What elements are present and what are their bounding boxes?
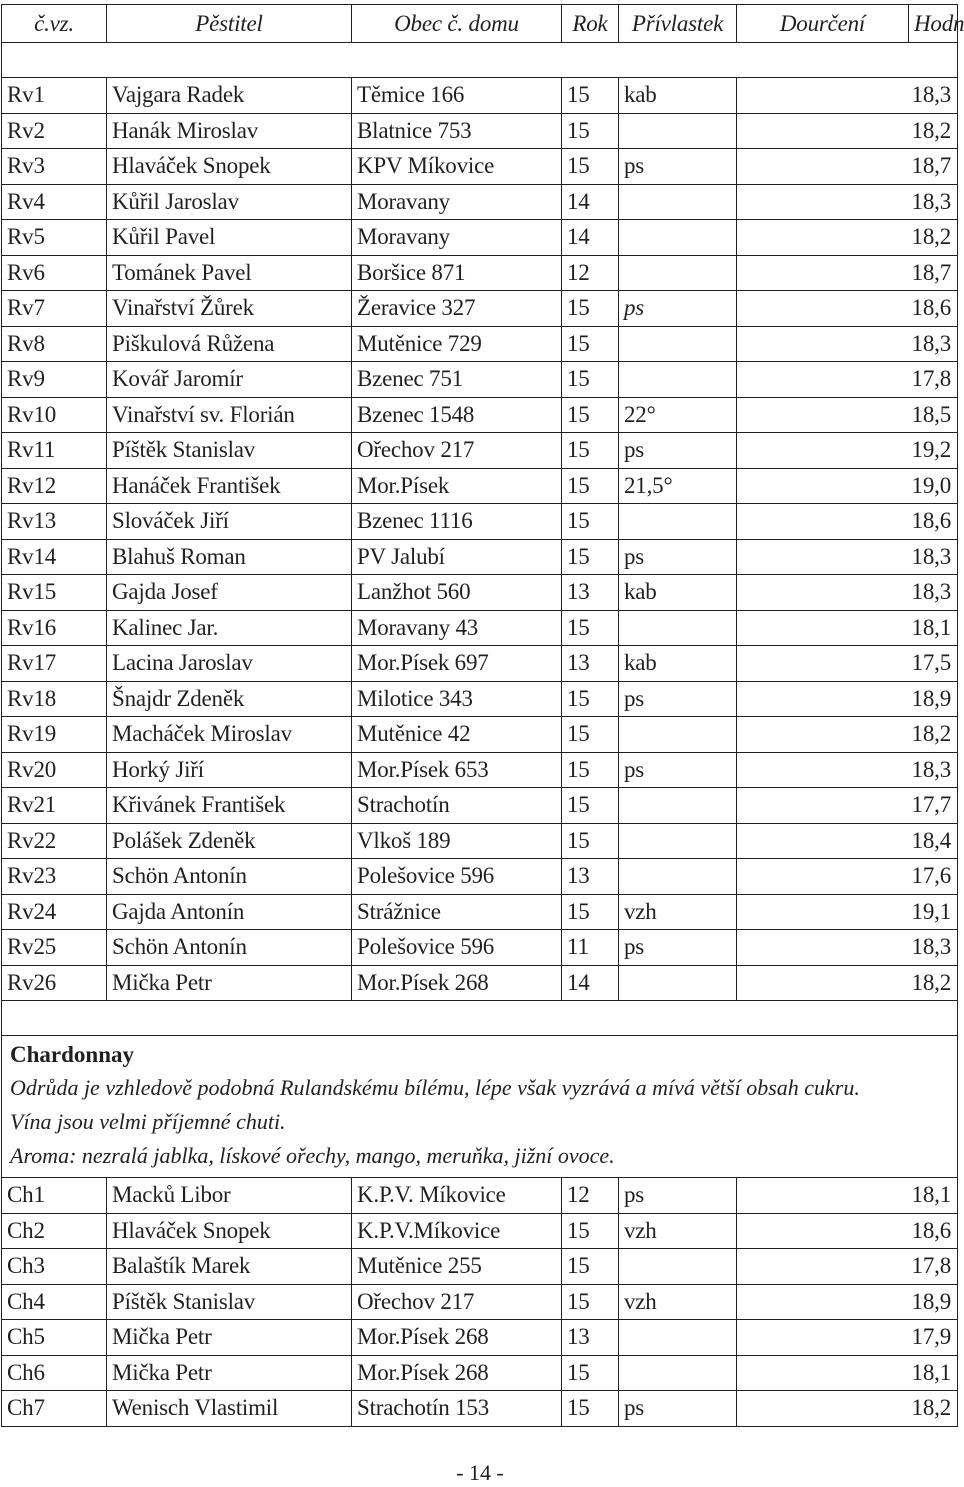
attribute [619,788,737,823]
grower-name: Kůřil Jaroslav [107,185,352,220]
score: 18,3 [737,327,958,362]
attribute [619,504,737,539]
town: Mutěnice 255 [352,1249,562,1284]
grower-name: Gajda Josef [107,575,352,610]
sample-code: Rv14 [2,540,107,575]
year: 15 [562,1391,619,1426]
grower-name: Kovář Jaromír [107,362,352,397]
sample-code: Rv11 [2,433,107,468]
table-header-row [2,5,964,43]
attribute [619,220,737,255]
score: 18,3 [737,930,958,965]
score: 18,9 [737,682,958,717]
grower-name: Mička Petr [107,1320,352,1355]
table-row [2,362,958,398]
sample-code: Rv7 [2,291,107,326]
score: 18,1 [737,611,958,646]
page-number: - 14 - [456,1460,504,1485]
score: 18,5 [737,398,958,433]
year: 13 [562,1320,619,1355]
score: 17,7 [737,788,958,823]
variety-description [2,1036,958,1178]
attribute: ps [619,1178,737,1213]
town: Strážnice [352,895,562,930]
town: Lanžhot 560 [352,575,562,610]
attribute: vzh [619,1214,737,1249]
grower-name: Horký Jiří [107,753,352,788]
attribute: ps [619,149,737,184]
town: Moravany [352,220,562,255]
year: 15 [562,788,619,823]
score: 18,4 [737,824,958,859]
year: 15 [562,469,619,504]
score: 19,1 [737,895,958,930]
table-row [2,1320,958,1356]
score: 18,3 [737,540,958,575]
grower-name: Schön Antonín [107,930,352,965]
grower-name: Mička Petr [107,966,352,1001]
attribute [619,327,737,362]
year: 14 [562,185,619,220]
year: 15 [562,1214,619,1249]
attribute: kab [619,78,737,113]
results-table [1,4,964,1427]
attribute [619,1320,737,1355]
grower-name: Hlaváček Snopek [107,1214,352,1249]
table-row [2,504,958,540]
year: 15 [562,824,619,859]
year: 15 [562,362,619,397]
grower-name: Šnajdr Zdeněk [107,682,352,717]
attribute: vzh [619,1285,737,1320]
grower-name: Polášek Zdeněk [107,824,352,859]
attribute [619,717,737,752]
score: 18,2 [737,114,958,149]
attribute: kab [619,575,737,610]
town: Mutěnice 729 [352,327,562,362]
table-row [2,540,958,576]
town: Strachotín 153 [352,1391,562,1426]
grower-name: Blahuš Roman [107,540,352,575]
grower-name: Vinařství Žůrek [107,291,352,326]
sample-code: Rv13 [2,504,107,539]
sample-code: Rv23 [2,859,107,894]
year: 15 [562,753,619,788]
table-row [2,682,958,718]
town: Mor.Písek 697 [352,646,562,681]
grower-name: Hanák Miroslav [107,114,352,149]
table-row [2,966,958,1002]
attribute: kab [619,646,737,681]
table-row [2,149,958,185]
sample-code: Rv20 [2,753,107,788]
year: 15 [562,114,619,149]
grower-name: Mička Petr [107,1356,352,1391]
score: 18,2 [737,966,958,1001]
year: 15 [562,149,619,184]
sample-code: Ch6 [2,1356,107,1391]
table-row [2,859,958,895]
score: 17,5 [737,646,958,681]
grower-name: Vajgara Radek [107,78,352,113]
table-row [2,1249,958,1285]
table-row [2,646,958,682]
town: K.P.V.Míkovice [352,1214,562,1249]
town: PV Jalubí [352,540,562,575]
year: 15 [562,327,619,362]
rulandske-rows [2,78,958,1001]
table-row [2,611,958,647]
table-row [2,327,958,363]
attribute: 21,5° [619,469,737,504]
sample-code: Rv3 [2,149,107,184]
sample-code: Rv21 [2,788,107,823]
sample-code: Rv6 [2,256,107,291]
grower-name: Vinařství sv. Florián [107,398,352,433]
sample-code: Ch3 [2,1249,107,1284]
town: Mor.Písek 268 [352,966,562,1001]
town: Ořechov 217 [352,1285,562,1320]
table-row [2,469,958,505]
year: 11 [562,930,619,965]
town: Mutěnice 42 [352,717,562,752]
header-attribute: Přívlastek [619,5,737,42]
sample-code: Rv5 [2,220,107,255]
sample-code: Ch7 [2,1391,107,1426]
year: 15 [562,682,619,717]
table-row [2,78,958,114]
sample-code: Rv19 [2,717,107,752]
grower-name: Piškulová Růžena [107,327,352,362]
attribute: ps [619,540,737,575]
score: 18,6 [737,291,958,326]
description-line: Aroma: nezralá jablka, lískové ořechy, mango, meruňka, jižní ovoce. [10,1143,615,1168]
grower-name: Gajda Antonín [107,895,352,930]
table-row [2,930,958,966]
grower-name: Kůřil Pavel [107,220,352,255]
table-row [2,1285,958,1321]
year: 13 [562,575,619,610]
sample-code: Rv8 [2,327,107,362]
year: 15 [562,1249,619,1284]
attribute: ps [619,930,737,965]
grower-name: Křivánek František [107,788,352,823]
table-row [2,114,958,150]
table-row [2,1391,958,1427]
score: 17,8 [737,1249,958,1284]
sample-code: Rv17 [2,646,107,681]
grower-name: Slováček Jiří [107,504,352,539]
score: 17,6 [737,859,958,894]
year: 12 [562,1178,619,1213]
town: Moravany [352,185,562,220]
year: 15 [562,1356,619,1391]
description-line: Vína jsou velmi příjemné chuti. [10,1109,286,1134]
score: 18,3 [737,575,958,610]
score: 18,3 [737,78,958,113]
grower-name: Kalinec Jar. [107,611,352,646]
score: 18,7 [737,256,958,291]
attribute: ps [619,1391,737,1426]
sample-code: Rv15 [2,575,107,610]
attribute: ps [619,682,737,717]
town: Blatnice 753 [352,114,562,149]
score: 17,8 [737,362,958,397]
spacer-row [2,1001,958,1036]
attribute: 22° [619,398,737,433]
chardonnay-rows [2,1178,958,1427]
table-row [2,717,958,753]
header-grower: Pěstitel [107,5,352,42]
town: Strachotín [352,788,562,823]
year: 13 [562,646,619,681]
year: 15 [562,433,619,468]
year: 15 [562,398,619,433]
attribute [619,859,737,894]
header-score: Hodn [909,5,958,42]
attribute [619,362,737,397]
year: 12 [562,256,619,291]
sample-code: Rv24 [2,895,107,930]
sample-code: Rv1 [2,78,107,113]
table-row [2,824,958,860]
town: Milotice 343 [352,682,562,717]
score: 18,3 [737,753,958,788]
sample-code: Rv26 [2,966,107,1001]
town: Ořechov 217 [352,433,562,468]
town: Mor.Písek 653 [352,753,562,788]
town: Těmice 166 [352,78,562,113]
sample-code: Rv22 [2,824,107,859]
sample-code: Ch2 [2,1214,107,1249]
table-row [2,433,958,469]
grower-name: Macháček Miroslav [107,717,352,752]
table-row [2,1178,958,1214]
sample-code: Rv4 [2,185,107,220]
sample-code: Rv12 [2,469,107,504]
sample-code: Rv2 [2,114,107,149]
table-row [2,185,958,221]
score: 19,0 [737,469,958,504]
attribute [619,1249,737,1284]
attribute: vzh [619,895,737,930]
attribute: ps [619,291,737,326]
description-line: Odrůda je vzhledově podobná Rulandskému bílému, lépe však vyzrává a mívá větší obsah cukru. [10,1075,860,1100]
year: 15 [562,291,619,326]
grower-name: Lacina Jaroslav [107,646,352,681]
attribute [619,966,737,1001]
grower-name: Balaštík Marek [107,1249,352,1284]
grower-name: Hanáček František [107,469,352,504]
table-row [2,220,958,256]
town: Mor.Písek 268 [352,1320,562,1355]
grower-name: Píštěk Stanislav [107,433,352,468]
grower-name: Píštěk Stanislav [107,1285,352,1320]
score: 18,2 [737,717,958,752]
sample-code: Ch4 [2,1285,107,1320]
table-row [2,575,958,611]
table-row [2,398,958,434]
table-row [2,1214,958,1250]
year: 15 [562,895,619,930]
score: 17,9 [737,1320,958,1355]
table-row [2,1356,958,1392]
attribute [619,185,737,220]
sample-code: Ch5 [2,1320,107,1355]
year: 15 [562,540,619,575]
year: 14 [562,220,619,255]
score: 18,9 [737,1285,958,1320]
attribute [619,611,737,646]
year: 15 [562,78,619,113]
attribute [619,824,737,859]
year: 15 [562,611,619,646]
attribute: ps [619,753,737,788]
header-town: Obec č. domu [352,5,562,42]
grower-name: Tománek Pavel [107,256,352,291]
grower-name: Macků Libor [107,1178,352,1213]
header-year: Rok [562,5,619,42]
table-row [2,788,958,824]
year: 13 [562,859,619,894]
sample-code: Rv18 [2,682,107,717]
sample-code: Ch1 [2,1178,107,1213]
town: KPV Míkovice [352,149,562,184]
town: Moravany 43 [352,611,562,646]
attribute: ps [619,433,737,468]
header-extra: Dourčení [737,5,909,42]
score: 19,2 [737,433,958,468]
town: Mor.Písek 268 [352,1356,562,1391]
year: 15 [562,504,619,539]
table-row [2,291,958,327]
spacer-row [2,43,958,78]
town: Žeravice 327 [352,291,562,326]
header-code: č.vz. [2,5,107,42]
year: 15 [562,717,619,752]
attribute [619,256,737,291]
sample-code: Rv16 [2,611,107,646]
town: Bzenec 1548 [352,398,562,433]
grower-name: Hlaváček Snopek [107,149,352,184]
variety-title: Chardonnay [10,1042,134,1067]
grower-name: Wenisch Vlastimil [107,1391,352,1426]
score: 18,3 [737,185,958,220]
town: K.P.V. Míkovice [352,1178,562,1213]
town: Bzenec 751 [352,362,562,397]
table-row [2,753,958,789]
town: Vlkoš 189 [352,824,562,859]
score: 18,6 [737,504,958,539]
table-row [2,256,958,292]
year: 14 [562,966,619,1001]
sample-code: Rv10 [2,398,107,433]
attribute [619,1356,737,1391]
sample-code: Rv9 [2,362,107,397]
score: 18,1 [737,1356,958,1391]
year: 15 [562,1285,619,1320]
score: 18,2 [737,220,958,255]
score: 18,2 [737,1391,958,1426]
score: 18,7 [737,149,958,184]
attribute [619,114,737,149]
town: Polešovice 596 [352,859,562,894]
town: Polešovice 596 [352,930,562,965]
score: 18,6 [737,1214,958,1249]
town: Boršice 871 [352,256,562,291]
grower-name: Schön Antonín [107,859,352,894]
score: 18,1 [737,1178,958,1213]
sample-code: Rv25 [2,930,107,965]
table-row [2,895,958,931]
town: Bzenec 1116 [352,504,562,539]
town: Mor.Písek [352,469,562,504]
